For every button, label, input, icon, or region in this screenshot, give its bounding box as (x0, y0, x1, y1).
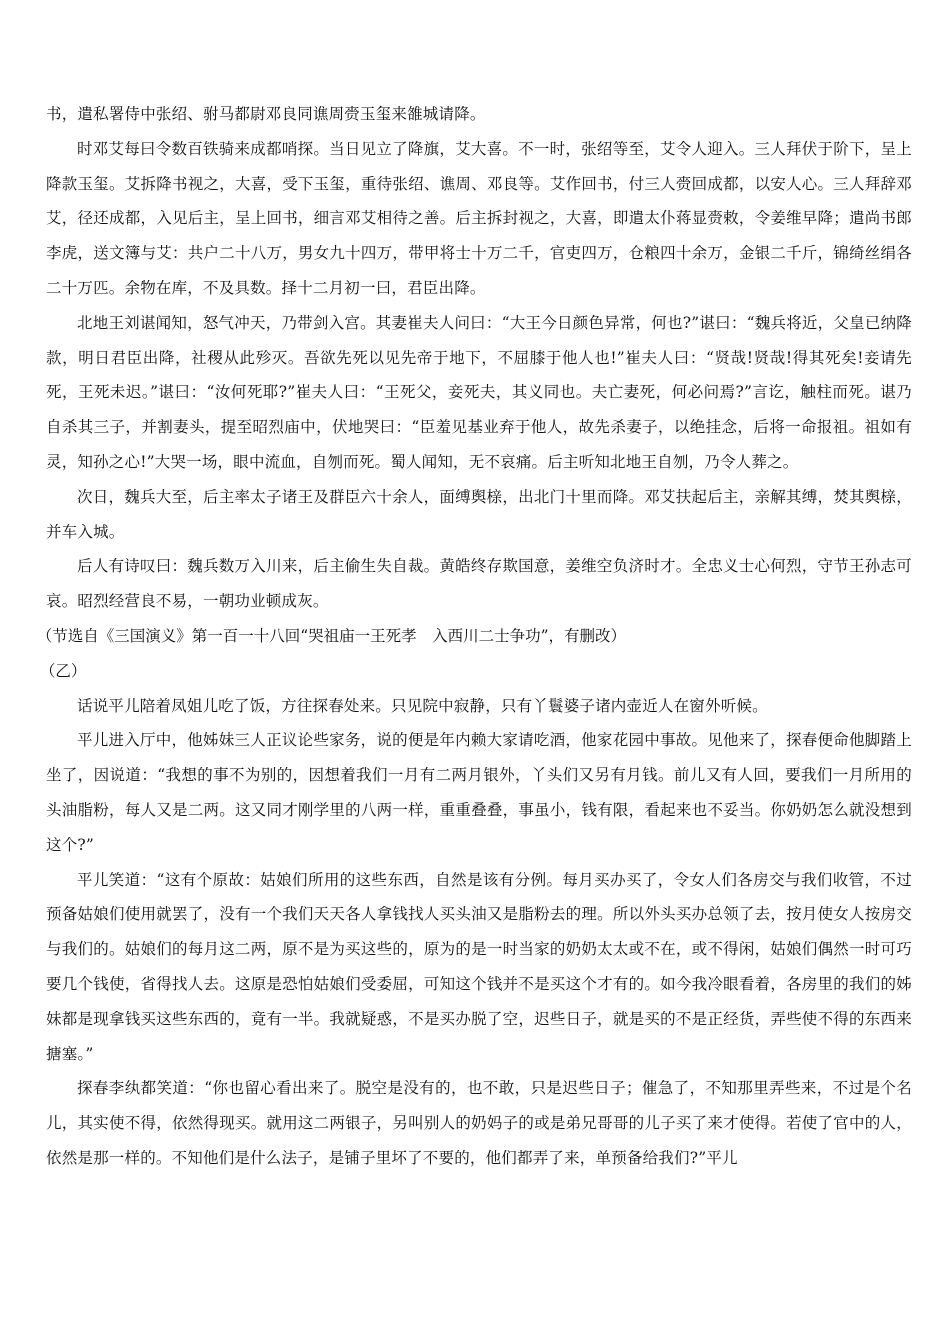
passage-b-label: （乙） (39, 661, 87, 680)
passage-a-poem-paragraph: 后人有诗叹曰：魏兵数万入川来，后主偷生失自裁。黄皓终存欺国意，姜维空负济时才。全忠义士心何烈，守节王孙志可哀。昭烈经营良不易，一朝功业顿成灰。 (46, 557, 912, 611)
passage-a-paragraph-3: 北地王刘谌闻知，怒气冲天，乃带剑入宫。其妻崔夫人问曰：“大王今日颜色异常，何也?”谌曰：“魏兵将近，父皇已纳降款，明日君臣出降，社稷从此殄灭。吾欲先死以见先帝于地下，不屈膝于他人也!”崔夫人曰：“贤哉!贤哉!得其死矣!妾请先死，王死未迟。”谌曰：“汝何死耶?”崔夫人曰：“王死父，妾死夫，其义同也。夫亡妻死，何必问焉?”言讫，触柱而死。谌乃自杀其三子，并割妻头，提至昭烈庙中，伏地哭曰：“臣羞见基业弃于他人，故先杀妻子，以绝挂念，后将一命报祖。祖如有灵，知孙之心!”大哭一场，眼中流血，自刎而死。蜀人闻知，无不哀痛。后主听知北地王自刎，乃令人葬之。 (46, 313, 912, 471)
passage-a-source-note: （节选自《三国演义》第一百一十八回“哭祖庙一王死孝 入西川二士争功”，有删改） (36, 626, 627, 645)
document-page (36, 97, 912, 1176)
passage-a-paragraph-2: 时邓艾每曰令数百铁骑来成都哨探。当日见立了降旗，艾大喜。不一时，张绍等至，艾令人迎入。三人拜伏于阶下，呈上降款玉玺。艾拆降书视之，大喜，受下玉玺，重待张绍、谯周、邓良等。艾作回书，付三人赍回成都，以安人心。三人拜辞邓艾，径还成都，入见后主，呈上回书，细言邓艾相待之善。后主拆封视之，大喜，即遣太仆蒋显赍敕，令姜维早降；遣尚书郎李虎，送文簿与艾：共户二十八万，男女九十四万，带甲将士十万二千，官吏四万，仓粮四十余万，金银二千斤，锦绮丝绢各二十万匹。余物在库，不及具数。择十二月初一曰，君臣出降。 (46, 139, 912, 297)
passage-a-paragraph-1: 书，遣私署侍中张绍、驸马都尉邓良同谯周赍玉玺来雒城请降。 (46, 105, 486, 123)
passage-b-paragraph-2: 平儿进入厅中，他姊妹三人正议论些家务，说的便是年内赖大家请吃酒，他家花园中事故。见他来了，探春便命他脚踏上坐了，因说道：“我想的事不为别的，因想着我们一月有二两月银外，丫头们又另有月钱。前儿又有人回，要我们一月所用的头油脂粉，每人又是二两。这又同才刚学里的八两一样，重重叠叠，事虽小，钱有限，看起来也不妥当。你奶奶怎么就没想到这个?” (46, 731, 912, 854)
passage-b-paragraph-3: 平儿笑道：“这有个原故：姑娘们所用的这些东西，自然是该有分例。每月买办买了，令女人们各房交与我们收管，不过预备姑娘们使用就罢了，没有一个我们天天各人拿钱找人买头油又是脂粉去的理。所以外头买办总领了去，按月使女人按房交与我们的。姑娘们的每月这二两，原不是为买这些的，原为的是一时当家的奶奶太太或不在，或不得闲，姑娘们偶然一时可巧要几个钱使，省得找人去。这原是恐怕姑娘们受委屈，可知这个钱并不是买这个才有的。如今我冷眼看着，各房里的我们的姊妹都是现拿钱买这些东西的，竟有一半。我就疑惑，不是买办脱了空，迟些日子，就是买的不是正经货，弄些使不得的东西来搪塞。” (46, 870, 912, 1063)
passage-b-paragraph-1: 话说平儿陪着凤姐儿吃了饭，方往探春处来。只见院中寂静，只有丫鬟婆子诸内壶近人在窗外听候。 (77, 696, 768, 715)
passage-a-paragraph-4: 次日，魏兵大至，后主率太子诸王及群臣六十余人，面缚舆榇，出北门十里而降。邓艾扶起后主，亲解其缚，焚其舆榇，并车入城。 (46, 487, 912, 541)
passage-b-paragraph-4: 探春李纨都笑道：“你也留心看出来了。脱空是没有的，也不敢，只是迟些日子；催急了，不知那里弄些来，不过是个名儿，其实使不得，依然得现买。就用这二两银子，另叫别人的奶妈子的或是弟兄哥哥的儿子买了来才使得。若使了官中的人，依然是那一样的。不知他们是什么法子，是铺子里坏了不要的，他们都弄了来，单预备给我们?”平儿 (46, 1079, 912, 1167)
